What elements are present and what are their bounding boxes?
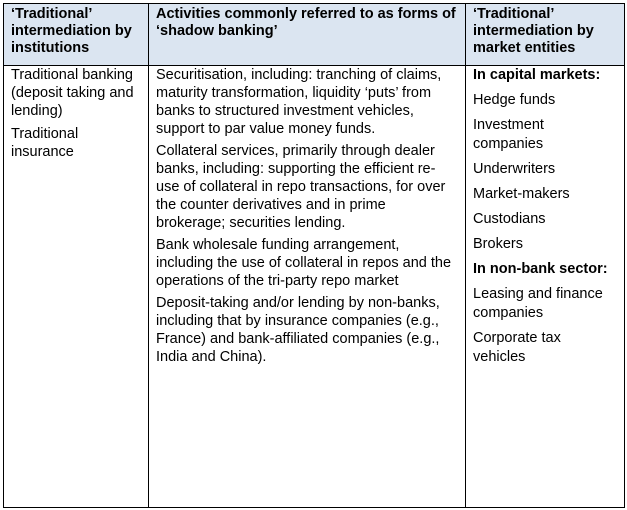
header-traditional-market-entities: ‘Traditional’ intermediation by market entities [466, 4, 625, 66]
traditional-insurance-text: Traditional insurance [11, 126, 79, 160]
non-bank-deposit-lending-text: Deposit-taking and/or lending by non-banks, including that by insurance companies (e.g., France) and bank-affiliated companies (e.g., India and China). [156, 295, 440, 365]
body-row [4, 66, 625, 508]
list-item: Corporate tax vehicles [473, 330, 561, 365]
shadow-banking-cell [149, 66, 466, 508]
collateral-services-text: Collateral services, primarily through dealer banks, including: supporting the efficient re-use of collateral in repo transactions, for over the counter derivatives and in prime brokerage; securities lending. [156, 143, 446, 231]
list-item: Market-makers [473, 186, 570, 202]
shadow-banking-table [3, 3, 625, 508]
securitisation-text: Securitisation, including: tranching of claims, maturity transformation, liquidity ‘puts’ from banks to structured investment vehicles, support to par value money funds. [156, 67, 442, 137]
traditional-banking-text: Traditional banking (deposit taking and lending) [11, 67, 134, 119]
non-bank-sector-heading: In non-bank sector: [473, 261, 608, 277]
list-item: Leasing and finance companies [473, 286, 603, 321]
wholesale-funding-text: Bank wholesale funding arrangement, including the use of collateral in repos and the operations of the tri-party repo market [156, 237, 452, 289]
list-item: Custodians [473, 211, 546, 227]
market-entities-cell [466, 66, 625, 508]
list-item: Brokers [473, 236, 523, 252]
list-item: Underwriters [473, 161, 556, 177]
capital-markets-heading: In capital markets: [473, 67, 601, 83]
header-shadow-banking-activities: Activities commonly referred to as forms of ‘shadow banking’ [149, 4, 466, 66]
header-traditional-institutions: ‘Traditional’ intermediation by institutions [4, 4, 149, 66]
list-item: Hedge funds [473, 92, 556, 108]
institutions-cell [4, 66, 149, 508]
list-item: Investment companies [473, 117, 544, 152]
header-row [4, 4, 625, 66]
